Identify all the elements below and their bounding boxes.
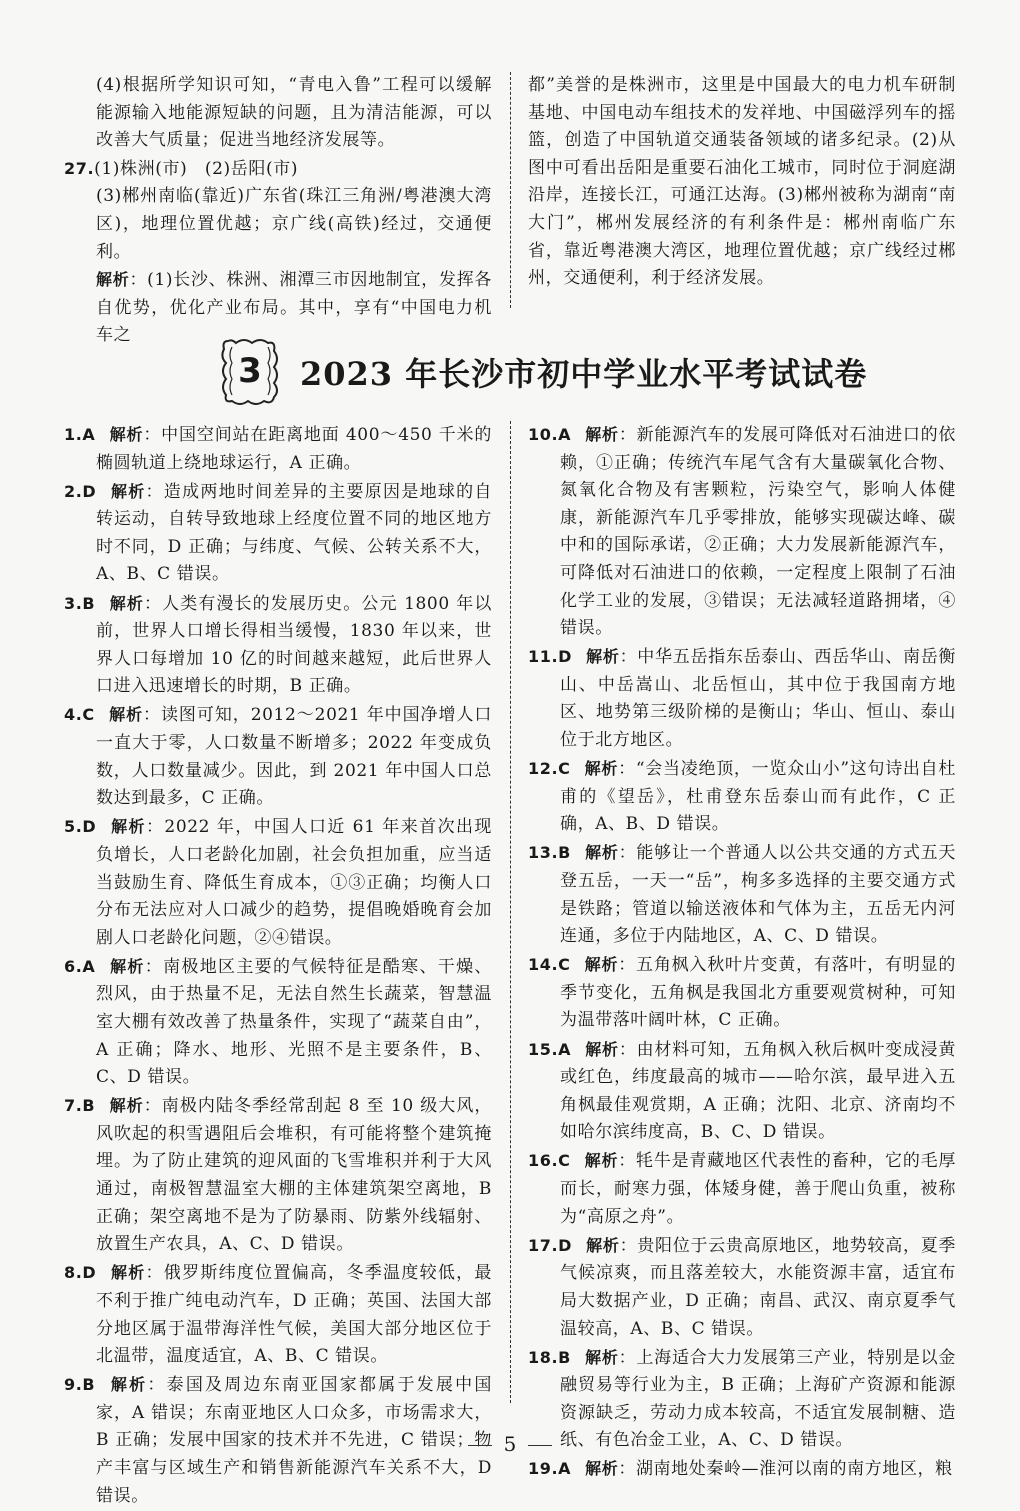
analysis-text: ：贵阳位于云贵高原地区，地势较高，夏季气候凉爽，而且落差较大，水能资源丰富，适宜布局大数据产业，D 正确；南昌、武汉、南京夏季气温较高，A、B、C 错误。 (560, 1235, 957, 1339)
analysis-text: ：2022 年，中国人口近 61 年来首次出现负增长，人口老龄化加剧，社会负担加重，应当适当鼓励生育、降低生育成本，①③正确；均衡人口分布无法应对人口减少的趋势，提倡晚婚晚育会加剧人口老龄化问题，②④错误。 (96, 817, 493, 948)
analysis-text: ：南极地区主要的气候特征是酷寒、干燥、烈风，由于热量不足，无法自然生长蔬菜，智慧温室大棚有效改善了热量条件，实现了“蔬菜自由”，A 正确；降水、地形、光照不是主要条件，B、C、D 错误。 (96, 956, 492, 1088)
analysis-text: ：“会当凌绝顶，一览众山小”这句诗出自杜甫的《望岳》，杜甫登东岳泰山而有此作，C 正确，A、B、D 错误。 (560, 759, 957, 835)
answer-choice: D (82, 817, 97, 837)
answer-choice: C (558, 759, 571, 779)
analysis-text: ：上海适合大力发展第三产业，特别是以金融贸易等行业为主，B 正确；上海矿产资源和能源资源缺乏，劳动力成本较高，不适宜发展制糖、造纸、有色冶金工业，A、C、D 错误。 (560, 1347, 957, 1451)
answer-choice: B (558, 843, 571, 863)
analysis-text: ：中华五岳指东岳泰山、西岳华山、南岳衡山、中岳嵩山、北岳恒山，其中位于我国南方地区、地势第三级阶梯的是衡山；华山、恒山、泰山位于北方地区。 (560, 647, 957, 751)
bottom-left-column (64, 421, 492, 1511)
answer-choice: B (82, 593, 96, 613)
analysis-text: ：中国空间站在距离地面 400～450 千米的椭圆轨道上绕地球运行，A 正确。 (96, 425, 492, 473)
q27-analysis-continued: 都”美誉的是株洲市，这里是中国最大的电力机车研制基地、中国电动车组技术的发祥地、中国磁浮列车的摇篮，创造了中国轨道交通装备领域的诸多纪录。(2)从图中可看出岳阳是重要石油化工城市，同时位于洞庭湖沿岸，连接长江，可通江达海。(3)郴州被称为湖南“南大门”，郴州发展经济的有利条件是：郴州南临广东省，靠近粤港澳大湾区，地理位置优越；京广线经过郴州，交通便利，利于经济发展。 (528, 75, 956, 289)
answer-item (528, 1147, 956, 1231)
answer-choice: B (558, 1347, 571, 1367)
analysis-text: ：俄罗斯纬度位置偏高，冬季温度较低，最不利于推广纯电动汽车，D 正确；英国、法国大部分地区属于温带海洋性气候，美国大部分地区位于北温带，温度适宜，A、B、C 错误。 (96, 1263, 492, 1367)
page-footer (0, 1432, 1020, 1456)
q27-part3: (3)郴州南临(靠近)广东省(珠江三角洲/粤港澳大湾区)，地理位置优越；京广线(高铁)经过，交通便利。 (96, 186, 492, 262)
analysis-text: ：南极内陆冬季经常刮起 8 至 10 级大风，风吹起的积雪遇阻后会堆积，有可能将整个建筑掩埋。为了防止建筑的迎风面的飞雪堆积并利于大风通过，南极智慧温室大棚的主体建筑架空离地，B 正确；架空离地不是为了防暴雨、防紫外线辐射、放置生产农具，A、C、D 错误。 (96, 1096, 492, 1255)
answer-choice: A (558, 425, 572, 444)
column-divider-top (510, 72, 511, 308)
analysis-label: 解析 (109, 1375, 148, 1395)
analysis-text: ：牦牛是青藏地区代表性的畜种，它的毛厚而长，耐寒力强，体矮身健，善于爬山负重，被称为“高原之舟”。 (560, 1151, 956, 1227)
analysis-label: 解析 (109, 1096, 144, 1116)
section-header (218, 335, 868, 411)
footer-dash-left (468, 1445, 492, 1446)
answer-item (528, 643, 956, 754)
section-title: 2023 年长沙市初中学业水平考试试卷 (300, 355, 868, 393)
q27-analysis: 解析：(1)长沙、株洲、湘潭三市因地制宜，发挥各自优势，优化产业布局。其中，享有“中国电力机车之 (96, 270, 493, 346)
answer-item (528, 1232, 956, 1343)
bottom-right-column (528, 421, 956, 1485)
analysis-text: ：人类有漫长的发展历史。公元 1800 年以前，世界人口增长得相当缓慢，1830 年以来，世界人口每增加 10 亿的时间越来越短，此后世界人口进入迅速增长的时期，B 正确。 (96, 593, 492, 697)
analysis-label: 解析 (585, 1039, 619, 1059)
question-number: 18. (528, 1347, 559, 1367)
answer-item (64, 1092, 492, 1259)
analysis-label: 解析 (109, 593, 144, 613)
analysis-label: 解析 (584, 955, 619, 975)
analysis-label: 解析 (585, 1459, 619, 1479)
question-number: 9. (64, 1375, 83, 1395)
answer-item (528, 421, 956, 643)
answer-choice: A (558, 1039, 572, 1059)
analysis-label: 解析 (584, 1151, 619, 1171)
analysis-label: 解析 (586, 1235, 620, 1255)
analysis-text: ：由材料可知，五角枫入秋后枫叶变成浸黄或红色，纬度最高的城市——哈尔滨，最早进入五角枫最佳观赏期，A 正确；沈阳、北京、济南均不如哈尔滨纬度高，B、C、D 错误。 (560, 1039, 956, 1143)
answer-item (528, 839, 956, 950)
answer-choice: A (82, 956, 96, 976)
answer-choice: C (82, 705, 95, 725)
question-number: 5. (64, 817, 83, 837)
analysis-label: 解析 (108, 705, 144, 725)
analysis-label: 解析 (584, 1347, 619, 1367)
analysis-label: 解析 (109, 956, 145, 976)
analysis-label: 解析 (109, 425, 144, 444)
analysis-label: 解析 (584, 843, 619, 863)
question-number: 17. (528, 1235, 559, 1255)
footer-dash-right (528, 1445, 552, 1446)
analysis-label: 解析 (584, 759, 619, 779)
analysis-text: ：能够让一个普通人以公共交通的方式五天登五岳，一天一“岳”，栒多多选择的主要交通方式是铁路；管道以输送液体和气体为主，五岳无内河连通，多位于内陆地区，A、C、D 错误。 (560, 843, 957, 947)
answer-item (528, 755, 956, 839)
question-number: 4. (64, 705, 83, 725)
answer-choice: D (82, 481, 97, 501)
answer-item (64, 813, 492, 952)
answer-choice: B (82, 1375, 96, 1395)
question-number: 19. (528, 1459, 559, 1479)
analysis-label: 解析 (586, 647, 620, 667)
section-number: 3 (238, 351, 262, 391)
analysis-text: ：新能源汽车的发展可降低对石油进口的依赖，①正确；传统汽车尾气含有大量碳氧化合物、氮氧化合物及有害颗粒，污染空气，影响人体健康，新能源汽车几乎零排放，能够实现碳达峰、碳中和的国际承诺，②正确；大力发展新能源汽车，可降低对石油进口的依赖，一定程度上限制了石油化学工业的发展，③错误；无法减轻道路拥堵，④错误。 (560, 425, 956, 639)
answer-item (64, 701, 492, 812)
answer-item (528, 1036, 956, 1147)
answer-item (64, 953, 492, 1092)
question-number: 2. (64, 481, 83, 501)
answer-choice: A (558, 1459, 572, 1479)
question-number: 11. (528, 647, 559, 667)
answer-item (528, 1455, 956, 1484)
answer-choice: A (82, 425, 96, 444)
top-right-column (528, 72, 956, 293)
analysis-text: ：造成两地时间差异的主要原因是地球的自转运动，自转导致地球上经度位置不同的地区地方时不同，D 正确；与纬度、气候、公转关系不大，A、B、C 错误。 (96, 481, 492, 585)
answer-item (64, 590, 492, 701)
answer-choice: D (558, 647, 573, 667)
analysis-label: 解析 (110, 1263, 146, 1283)
question-number: 15. (528, 1039, 559, 1059)
answer-choice: C (558, 1151, 571, 1171)
answer-choice: D (82, 1263, 97, 1283)
column-divider-bottom (510, 421, 511, 1403)
question-number: 6. (64, 956, 83, 976)
question-number: 10. (528, 425, 559, 444)
question-number: 3. (64, 593, 83, 613)
answer-item (64, 421, 492, 477)
top-left-column (64, 72, 492, 350)
page-number: 5 (503, 1432, 517, 1456)
analysis-text: ：湖南地处秦岭—淮河以南的南方地区，粮 (618, 1459, 953, 1480)
answer-item (64, 1259, 492, 1370)
analysis-label: 解析 (585, 425, 619, 444)
analysis-text: ：读图可知，2012～2021 年中国净增人口一直大于零，人口数量不断增多；2022 年变成负数，人口数量减少。因此，到 2021 年中国人口总数达到最多，C 正确。 (96, 705, 492, 809)
q26-part4: (4)根据所学知识可知，“青电入鲁”工程可以缓解能源输入地能源短缺的问题，且为清洁能源，可以改善大气质量；促进当地经济发展等。 (96, 75, 492, 151)
question-number: 14. (528, 955, 559, 975)
answer-item (528, 951, 956, 1035)
analysis-label: 解析 (110, 817, 146, 837)
question-number: 12. (528, 759, 559, 779)
answer-choice: C (558, 955, 571, 975)
question-number: 1. (64, 425, 83, 444)
question-number: 13. (528, 843, 559, 863)
answer-choice: D (558, 1235, 573, 1255)
question-number: 7. (64, 1096, 83, 1116)
question-number: 16. (528, 1151, 559, 1171)
q27-answer: 27.(1)株洲(市) (2)岳阳(市) (64, 158, 299, 179)
analysis-text: ：泰国及周边东南亚国家都属于发展中国家，A 错误；东南亚地区人口众多，市场需求大，B 正确；发展中国家的技术并不先进，C 错误；物产丰富与区域生产和销售新能源汽车关系不大，D 错误。 (96, 1375, 492, 1506)
question-number: 8. (64, 1263, 83, 1283)
answer-item (64, 478, 492, 589)
analysis-label: 解析 (110, 481, 146, 501)
answer-choice: B (82, 1096, 96, 1116)
analysis-text: ：五角枫入秋叶片变黄，有落叶，有明显的季节变化，五角枫是我国北方重要观赏树种，可知为温带落叶阔叶林，C 正确。 (560, 955, 956, 1031)
